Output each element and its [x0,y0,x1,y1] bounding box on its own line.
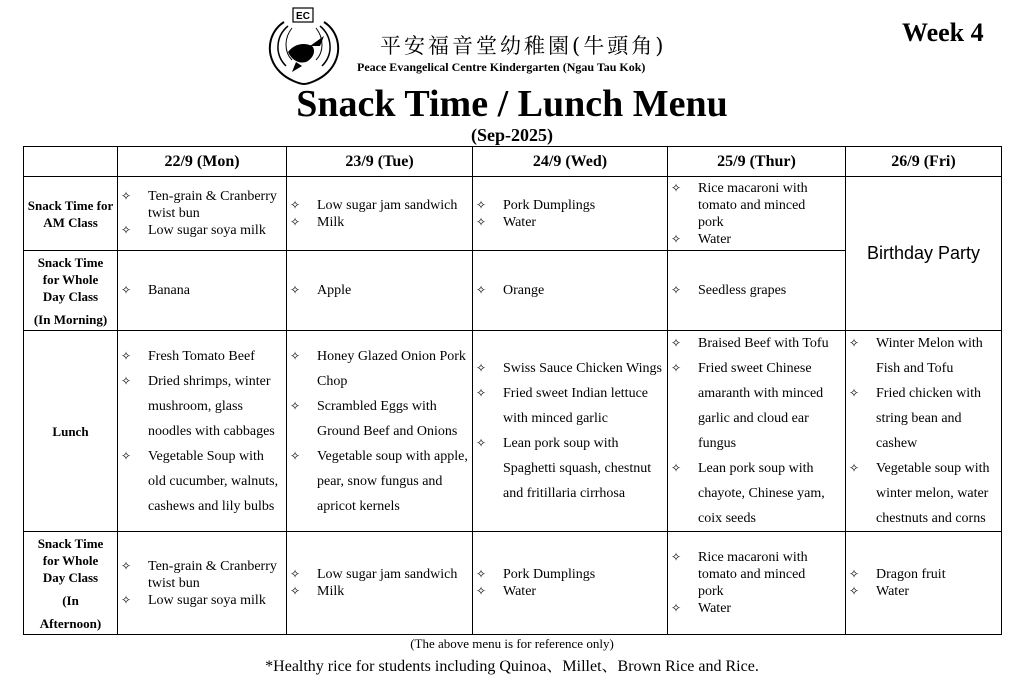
row-label-line: Day Class [42,288,99,304]
row-label-am-snack: Snack Time for AM Class [24,177,118,251]
reference-note: (The above menu is for reference only) [410,636,614,651]
menu-item: ✧ Milk [287,214,470,231]
logo-text: EC [296,11,310,22]
menu-period: (Sep-2025) [471,125,553,145]
menu-item: ✧ Honey Glazed Onion Pork Chop [287,344,470,394]
menu-item: ✧ Vegetable soup with winter melon, water chestnuts and corns [846,456,999,531]
menu-item: ✧ Banana [118,282,284,299]
menu-item: ✧ Low sugar jam sandwich [287,566,470,583]
menu-cell [287,331,473,532]
menu-item: ✧ Seedless grapes [668,282,843,299]
row-label-line: Snack Time [37,535,104,551]
menu-cell [473,177,668,251]
row-label-lunch: Lunch [24,331,118,532]
menu-cell [287,177,473,251]
menu-item: ✧ Dragon fruit [846,566,999,583]
menu-cell [846,331,1002,532]
menu-cell [118,331,287,532]
menu-item: ✧ Rice macaroni with tomato and minced pork [668,549,821,600]
menu-item: ✧ Vegetable Soup with old cucumber, walnuts, cashews and lily bulbs [118,444,284,519]
row-label-line: for Whole [42,271,99,287]
birthday-party-cell: Birthday Party [846,177,1002,331]
menu-cell [846,532,1002,635]
menu-item: ✧ Water [473,583,665,600]
menu-item: ✧ Lean pork soup with Spaghetti squash, chestnut and fritillaria cirrhosa [473,431,665,506]
menu-item: ✧ Fresh Tomato Beef [118,344,284,369]
menu-item: ✧ Low sugar jam sandwich [287,197,470,214]
menu-item: ✧ Fried sweet Indian lettuce with minced garlic [473,381,665,431]
menu-item: ✧ Water [668,600,821,617]
menu-table [23,146,1002,635]
menu-item: ✧ Orange [473,282,665,299]
school-name-chinese: 平安福音堂幼稚園(牛頭角) [380,34,667,58]
lunch-row [24,331,1002,532]
menu-item: ✧ Ten-grain & Cranberry twist bun [118,188,284,222]
menu-item: ✧ Winter Melon with Fish and Tofu [846,331,999,381]
menu-item: ✧ Fried sweet Chinese amaranth with minced garlic and cloud ear fungus [668,356,843,456]
row-label-line: (In Morning) [33,311,108,327]
day-header: 22/9 (Mon) [118,147,287,177]
day-header: 26/9 (Fri) [846,147,1002,177]
menu-item: ✧ Low sugar soya milk [118,592,284,609]
page-title: Snack Time / Lunch Menu [296,83,728,125]
menu-item: ✧ Low sugar soya milk [118,222,284,239]
school-logo [258,6,350,88]
row-label-line: Afternoon) [39,615,102,631]
menu-item: ✧ Braised Beef with Tofu [668,331,843,356]
menu-item: ✧ Pork Dumplings [473,197,665,214]
healthy-rice-note: *Healthy rice for students including Quinoa、Millet、Brown Rice and Rice. [265,658,759,675]
menu-item: ✧ Apple [287,282,470,299]
day-header: 23/9 (Tue) [287,147,473,177]
row-label-whole-day-afternoon [24,532,118,635]
row-label-line: (In [62,592,79,608]
menu-cell [668,177,846,251]
menu-cell [473,331,668,532]
corner-cell [24,147,118,177]
menu-item: ✧ Swiss Sauce Chicken Wings [473,356,665,381]
week-label: Week 4 [902,18,984,47]
menu-item: ✧ Vegetable soup with apple, pear, snow fungus and apricot kernels [287,444,470,519]
menu-item: ✧ Water [473,214,665,231]
menu-cell [473,251,668,331]
menu-header-row [24,147,1002,177]
row-label-line: Snack Time [37,254,104,270]
am-snack-row [24,177,1002,251]
row-label-line: for Whole [42,552,99,568]
menu-item: ✧ Rice macaroni with tomato and minced pork [668,180,821,231]
day-header: 24/9 (Wed) [473,147,668,177]
menu-cell [668,251,846,331]
menu-cell [668,331,846,532]
whole-day-afternoon-snack-row [24,532,1002,635]
menu-item: ✧ Milk [287,583,470,600]
day-header: 25/9 (Thur) [668,147,846,177]
menu-item: ✧ Scrambled Eggs with Ground Beef and Onions [287,394,470,444]
menu-item: ✧ Water [846,583,999,600]
menu-cell [668,532,846,635]
menu-cell [118,251,287,331]
menu-item: ✧ Dried shrimps, winter mushroom, glass noodles with cabbages [118,369,284,444]
row-label-line: Day Class [42,569,99,585]
menu-item: ✧ Water [668,231,821,248]
menu-item: ✧ Fried chicken with string bean and cashew [846,381,999,456]
row-label-whole-day-morning [24,251,118,331]
menu-cell [473,532,668,635]
menu-item: ✧ Ten-grain & Cranberry twist bun [118,558,284,592]
school-name-english: Peace Evangelical Centre Kindergarten (Ngau Tau Kok) [357,60,646,74]
menu-item: ✧ Lean pork soup with chayote, Chinese yam, coix seeds [668,456,843,531]
menu-item: ✧ Pork Dumplings [473,566,665,583]
menu-cell [287,532,473,635]
menu-cell [118,532,287,635]
menu-cell [118,177,287,251]
menu-cell [287,251,473,331]
